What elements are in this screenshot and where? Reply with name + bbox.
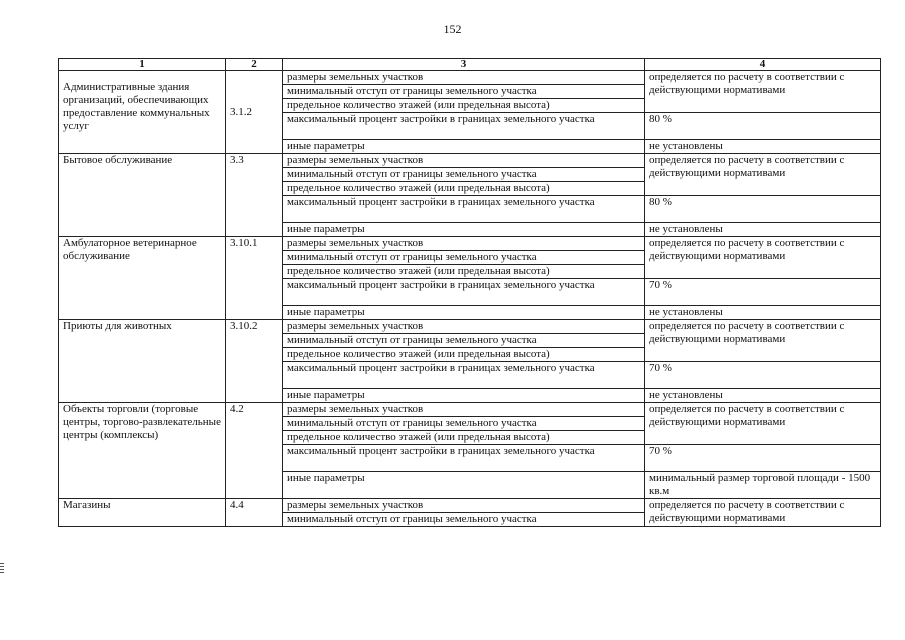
- value-calc: определяется по расчету в соответствии с действующими нормативами: [645, 237, 881, 279]
- value-percent: 70 %: [645, 445, 881, 472]
- use-code: 3.1.2: [226, 71, 283, 154]
- param-other: иные параметры: [283, 140, 645, 154]
- use-code: 3.10.2: [226, 320, 283, 403]
- use-code: 4.4: [226, 499, 283, 527]
- value-percent: 80 %: [645, 113, 881, 140]
- use-name: Административные здания организаций, обеспечивающих предоставление коммунальных услуг: [59, 71, 226, 154]
- param-sizes: размеры земельных участков: [283, 499, 645, 513]
- param-percent: максимальный процент застройки в границах земельного участка: [283, 196, 645, 223]
- param-other: иные параметры: [283, 472, 645, 499]
- scan-edge-marks: [0, 563, 4, 575]
- param-offset: минимальный отступ от границы земельного участка: [283, 513, 645, 527]
- param-sizes: размеры земельных участков: [283, 403, 645, 417]
- param-percent: максимальный процент застройки в границах земельного участка: [283, 279, 645, 306]
- table-row: [59, 403, 881, 417]
- header-col-1: 1: [59, 59, 226, 71]
- param-floors: предельное количество этажей (или предельная высота): [283, 182, 645, 196]
- param-sizes: размеры земельных участков: [283, 320, 645, 334]
- value-other: не установлены: [645, 223, 881, 237]
- value-other: минимальный размер торговой площади - 1500 кв.м: [645, 472, 881, 499]
- use-name: Приюты для животных: [59, 320, 226, 403]
- param-other: иные параметры: [283, 223, 645, 237]
- param-sizes: размеры земельных участков: [283, 154, 645, 168]
- param-offset: минимальный отступ от границы земельного участка: [283, 334, 645, 348]
- use-code: 3.3: [226, 154, 283, 237]
- value-other: не установлены: [645, 389, 881, 403]
- use-code: 4.2: [226, 403, 283, 499]
- value-calc: определяется по расчету в соответствии с действующими нормативами: [645, 320, 881, 362]
- value-calc: определяется по расчету в соответствии с действующими нормативами: [645, 499, 881, 527]
- use-name: Бытовое обслуживание: [59, 154, 226, 237]
- param-percent: максимальный процент застройки в границах земельного участка: [283, 362, 645, 389]
- use-name: Амбулаторное ветеринарное обслуживание: [59, 237, 226, 320]
- table-row: [59, 320, 881, 334]
- value-percent: 80 %: [645, 196, 881, 223]
- param-sizes: размеры земельных участков: [283, 237, 645, 251]
- param-other: иные параметры: [283, 389, 645, 403]
- value-calc: определяется по расчету в соответствии с действующими нормативами: [645, 154, 881, 196]
- param-percent: максимальный процент застройки в границах земельного участка: [283, 113, 645, 140]
- value-other: не установлены: [645, 306, 881, 320]
- param-percent: максимальный процент застройки в границах земельного участка: [283, 445, 645, 472]
- table-row: [59, 154, 881, 168]
- use-name: Объекты торговли (торговые центры, торгово-развлекательные центры (комплексы): [59, 403, 226, 499]
- value-other: не установлены: [645, 140, 881, 154]
- param-floors: предельное количество этажей (или предельная высота): [283, 265, 645, 279]
- param-floors: предельное количество этажей (или предельная высота): [283, 348, 645, 362]
- value-calc: определяется по расчету в соответствии с действующими нормативами: [645, 71, 881, 113]
- param-floors: предельное количество этажей (или предельная высота): [283, 431, 645, 445]
- header-col-3: 3: [283, 59, 645, 71]
- use-code: 3.10.1: [226, 237, 283, 320]
- value-percent: 70 %: [645, 279, 881, 306]
- param-sizes: размеры земельных участков: [283, 71, 645, 85]
- table-header-row: [59, 59, 881, 71]
- param-floors: предельное количество этажей (или предельная высота): [283, 99, 645, 113]
- param-offset: минимальный отступ от границы земельного участка: [283, 168, 645, 182]
- header-col-2: 2: [226, 59, 283, 71]
- param-other: иные параметры: [283, 306, 645, 320]
- use-name: Магазины: [59, 499, 226, 527]
- regulations-table: [58, 58, 881, 527]
- value-calc: определяется по расчету в соответствии с действующими нормативами: [645, 403, 881, 445]
- param-offset: минимальный отступ от границы земельного участка: [283, 251, 645, 265]
- value-percent: 70 %: [645, 362, 881, 389]
- table-row: [59, 237, 881, 251]
- table-row: [59, 499, 881, 513]
- param-offset: минимальный отступ от границы земельного участка: [283, 417, 645, 431]
- header-col-4: 4: [645, 59, 881, 71]
- table-row: [59, 71, 881, 85]
- page-number: 152: [443, 22, 462, 36]
- param-offset: минимальный отступ от границы земельного участка: [283, 85, 645, 99]
